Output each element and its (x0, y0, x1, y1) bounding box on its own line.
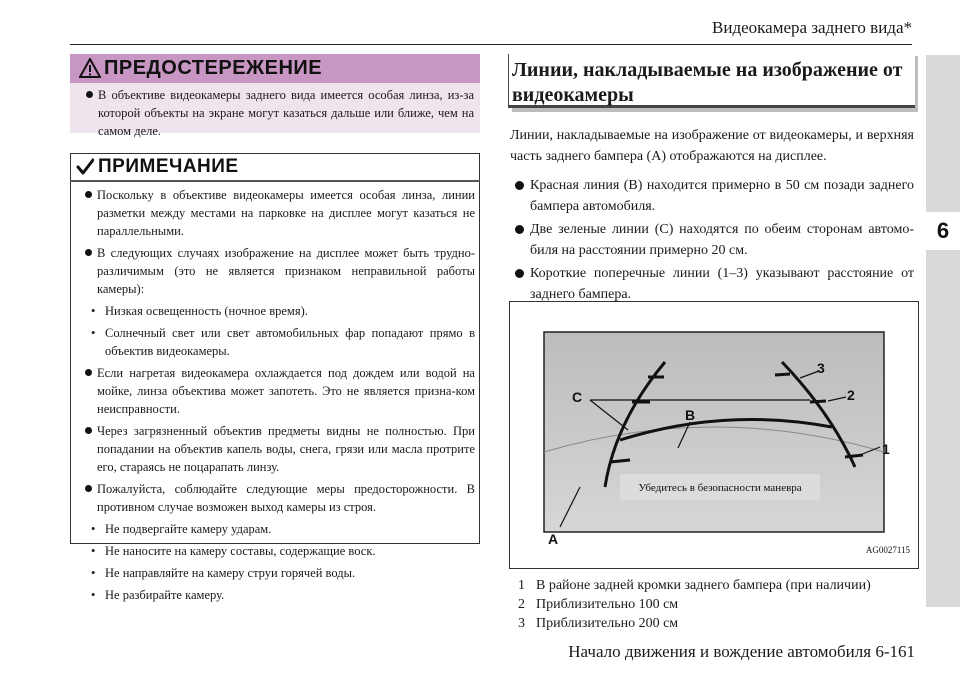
figure-code: AG0027115 (865, 545, 910, 555)
note-header-divider (70, 180, 480, 182)
section-bullet: Две зеленые линии (C) находятся по обеим сторонам автомо-биля на расстоянии примерно 20 см. (514, 219, 914, 261)
label-a: A (548, 531, 559, 547)
checkmark-icon (76, 158, 94, 176)
section-bullet: Красная линия (B) находится примерно в 50 см позади заднего бампера автомобиля. (514, 175, 914, 217)
note-sub-item: • Не направляйте на камеру струи горячей воды. (91, 566, 356, 580)
screen-caption: Убедитесь в безопасности маневра (638, 482, 802, 494)
label-c: C (572, 389, 583, 405)
tick-right-3 (775, 374, 790, 375)
figure-legend (518, 576, 918, 633)
warning-bullet: В объективе видеокамеры заднего вида имеется особая линза, из-за которой объекты на экране могут казаться дальше или ближе, чем на самом деле. (84, 86, 474, 140)
legend-row: 2 Приблизительно 100 см (518, 597, 679, 612)
label-3: 3 (817, 360, 825, 376)
label-b: B (685, 407, 696, 423)
note-sub-item: • Не подвергайте камеру ударам. (91, 522, 272, 536)
display-screen (544, 332, 884, 532)
warning-text (84, 86, 474, 144)
note-sub-item: • Низкая освещенность (ночное время). (91, 304, 308, 318)
tick-left-1 (610, 460, 630, 462)
note-sub-item: • Не наносите на камеру составы, содержащие воск. (91, 544, 376, 558)
chapter-number: 6 (926, 212, 960, 250)
note-bullet: Через загрязненный объектив предметы видны не полностью. При попадании на объектив капель воды, снега, грязи или масла протрите его, стараясь не поцарапать линзу. (83, 422, 475, 476)
legend-row: 1 В районе задней кромки заднего бампера (при наличии) (518, 578, 871, 593)
page-header-title: Видеокамера заднего вида* (712, 18, 912, 37)
label-2: 2 (847, 387, 855, 403)
camera-figure (509, 301, 919, 569)
page-footer: Начало движения и вождение автомобиля 6-161 (568, 642, 915, 661)
note-bullet: Поскольку в объективе видеокамеры имеется особая линза, линии разметки между местами на парковке на дисплее могут казаться не параллельными. (83, 186, 475, 240)
chapter-side-tab (926, 55, 960, 607)
note-bullet: Если нагретая видеокамера охлаждается под дождем или водой на мойке, линза объектива может запотеть. Это не является призна-ком неисправности. (83, 364, 475, 418)
note-sub-item: • Не разбирайте камеру. (91, 588, 225, 602)
note-bullet: В следующих случаях изображение на дисплее может быть трудно-различимым (это не является признаком неправильной работы камеры): (83, 244, 475, 298)
camera-illustration (510, 302, 918, 568)
section-title: Линии, накладываемые на изображение от видеокамеры (512, 59, 903, 106)
section-intro: Линии, накладываемые на изображение от видеокамеры, и верхняя часть заднего бампера (A) отображаются на дисплее. (510, 128, 914, 164)
header-divider (70, 44, 912, 45)
label-1: 1 (882, 441, 890, 457)
warning-title: ПРЕДОСТЕРЕЖЕНИЕ (104, 57, 323, 79)
note-title: ПРИМЕЧАНИЕ (98, 156, 239, 177)
note-sub-item: • Солнечный свет или свет автомобильных фар попадают прямо в объектив видеокамеры. (91, 326, 475, 358)
note-list (83, 186, 475, 608)
tick-right-2 (810, 401, 826, 402)
section-bullet: Короткие поперечные линии (1–3) указывают расстояние от заднего бампера. (514, 263, 914, 305)
warning-triangle-icon (79, 58, 101, 78)
note-bullet: Пожалуйста, соблюдайте следующие меры предосторожности. В противном случае возможен выход камеры из строя. (83, 480, 475, 516)
legend-row: 3 Приблизительно 200 см (518, 616, 679, 631)
section-bullet-list (514, 175, 914, 307)
